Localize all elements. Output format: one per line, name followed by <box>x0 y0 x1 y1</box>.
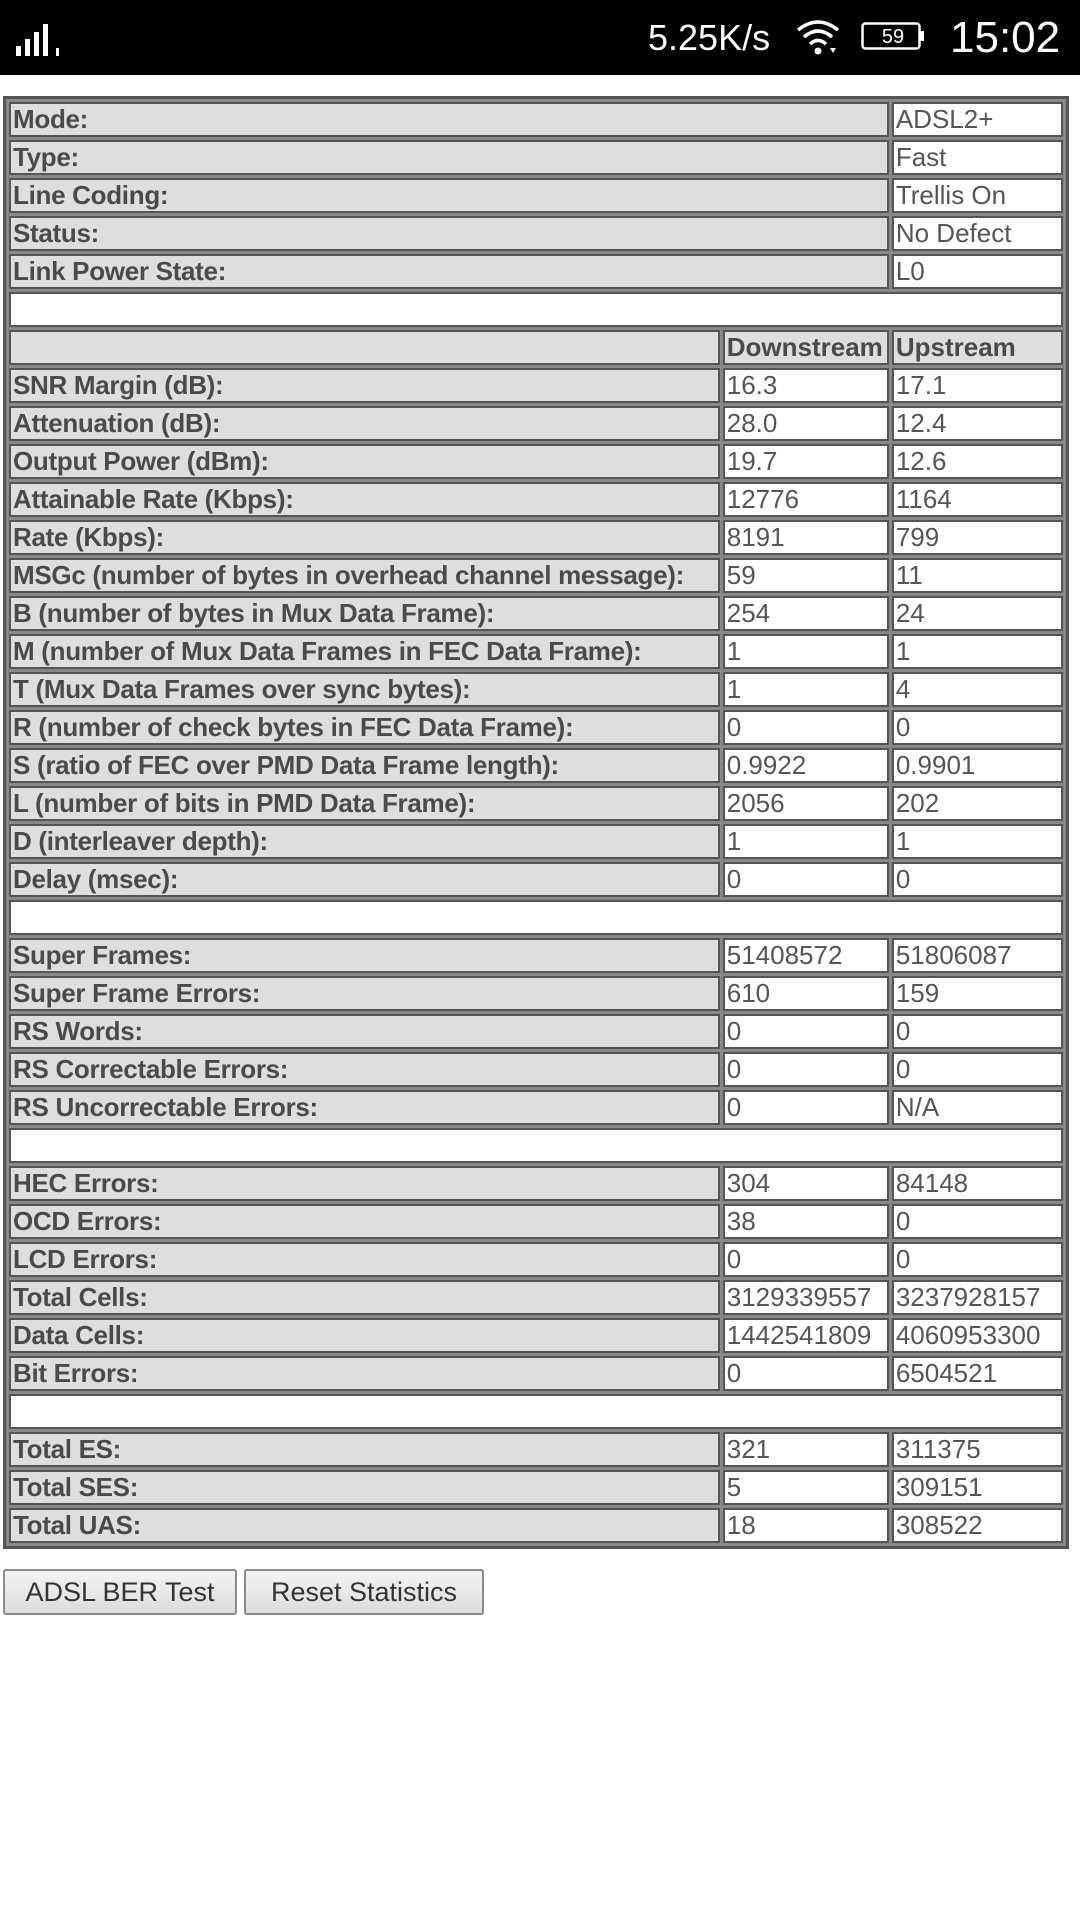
upstream-value: 0 <box>892 1052 1063 1087</box>
table-row <box>9 786 1063 821</box>
downstream-value: 304 <box>723 1166 889 1201</box>
spacer-cell <box>9 1394 1063 1429</box>
downstream-value: 0.9922 <box>723 748 889 783</box>
row-label: RS Words: <box>9 1014 720 1049</box>
upstream-value: 0 <box>892 1242 1063 1277</box>
table-row <box>9 482 1063 517</box>
upstream-value: 51806087 <box>892 938 1063 973</box>
downstream-value: 38 <box>723 1204 889 1239</box>
row-label: SNR Margin (dB): <box>9 368 720 403</box>
table-row <box>9 748 1063 783</box>
upstream-value: 0 <box>892 710 1063 745</box>
downstream-value: 59 <box>723 558 889 593</box>
downstream-value: 19.7 <box>723 444 889 479</box>
row-label: MSGc (number of bytes in overhead channel message): <box>9 558 720 593</box>
row-label: Mode: <box>9 102 889 137</box>
row-label: Type: <box>9 140 889 175</box>
row-label: Total SES: <box>9 1470 720 1505</box>
downstream-value: 2056 <box>723 786 889 821</box>
row-label: Delay (msec): <box>9 862 720 897</box>
table-row <box>9 1280 1063 1315</box>
table-row <box>9 1356 1063 1391</box>
upstream-value: 24 <box>892 596 1063 631</box>
row-label: R (number of check bytes in FEC Data Frame): <box>9 710 720 745</box>
table-row <box>9 1242 1063 1277</box>
row-label: Attenuation (dB): <box>9 406 720 441</box>
row-label: M (number of Mux Data Frames in FEC Data Frame): <box>9 634 720 669</box>
downstream-value: 0 <box>723 1052 889 1087</box>
adsl-statistics-table <box>3 96 1069 1549</box>
upstream-value: 159 <box>892 976 1063 1011</box>
upstream-value: 4 <box>892 672 1063 707</box>
section-spacer-row <box>9 292 1063 327</box>
upstream-value: N/A <box>892 1090 1063 1125</box>
downstream-value: 0 <box>723 710 889 745</box>
row-label: Line Coding: <box>9 178 889 213</box>
upstream-value: 309151 <box>892 1470 1063 1505</box>
table-row <box>9 1052 1063 1087</box>
column-header-downstream: Downstream <box>723 330 889 365</box>
upstream-value: 0 <box>892 1014 1063 1049</box>
column-header-row <box>9 330 1063 365</box>
downstream-value: 8191 <box>723 520 889 555</box>
row-label: S (ratio of FEC over PMD Data Frame length): <box>9 748 720 783</box>
table-row <box>9 1318 1063 1353</box>
section-spacer-row <box>9 900 1063 935</box>
upstream-value: 308522 <box>892 1508 1063 1543</box>
row-label: Total UAS: <box>9 1508 720 1543</box>
section-spacer-row <box>9 1128 1063 1163</box>
table-row <box>9 368 1063 403</box>
table-row <box>9 1014 1063 1049</box>
upstream-value: 202 <box>892 786 1063 821</box>
row-label: LCD Errors: <box>9 1242 720 1277</box>
upstream-value: 1 <box>892 824 1063 859</box>
table-row <box>9 1204 1063 1239</box>
downstream-value: 0 <box>723 862 889 897</box>
upstream-value: 0 <box>892 1204 1063 1239</box>
header-blank-cell <box>9 330 720 365</box>
adsl-ber-test-button[interactable]: ADSL BER Test <box>3 1569 237 1615</box>
signal-icon <box>16 22 64 56</box>
upstream-value: 11 <box>892 558 1063 593</box>
table-row <box>9 102 1063 137</box>
table-row <box>9 1166 1063 1201</box>
downstream-value: 610 <box>723 976 889 1011</box>
downstream-value: 1 <box>723 634 889 669</box>
table-row <box>9 558 1063 593</box>
downstream-value: 51408572 <box>723 938 889 973</box>
downstream-value: 1442541809 <box>723 1318 889 1353</box>
row-label: RS Uncorrectable Errors: <box>9 1090 720 1125</box>
spacer-cell <box>9 292 1063 327</box>
row-label: RS Correctable Errors: <box>9 1052 720 1087</box>
upstream-value: 12.4 <box>892 406 1063 441</box>
reset-statistics-button[interactable]: Reset Statistics <box>244 1569 484 1615</box>
upstream-value: 311375 <box>892 1432 1063 1467</box>
downstream-value: 254 <box>723 596 889 631</box>
battery-level: 59 <box>881 26 905 48</box>
upstream-value: 17.1 <box>892 368 1063 403</box>
table-row <box>9 1432 1063 1467</box>
row-label: B (number of bytes in Mux Data Frame): <box>9 596 720 631</box>
downstream-value: 5 <box>723 1470 889 1505</box>
upstream-value: 4060953300 <box>892 1318 1063 1353</box>
row-label: Super Frames: <box>9 938 720 973</box>
table-row <box>9 444 1063 479</box>
table-row <box>9 1090 1063 1125</box>
section-spacer-row <box>9 1394 1063 1429</box>
row-label: Attainable Rate (Kbps): <box>9 482 720 517</box>
downstream-value: 18 <box>723 1508 889 1543</box>
spacer-cell <box>9 900 1063 935</box>
row-value: ADSL2+ <box>892 102 1063 137</box>
row-value: Fast <box>892 140 1063 175</box>
table-row <box>9 178 1063 213</box>
row-value: No Defect <box>892 216 1063 251</box>
table-row <box>9 672 1063 707</box>
clock: 15:02 <box>950 13 1061 62</box>
row-label: Output Power (dBm): <box>9 444 720 479</box>
table-row <box>9 1508 1063 1543</box>
table-row <box>9 976 1063 1011</box>
table-row <box>9 862 1063 897</box>
status-bar <box>0 0 1080 75</box>
table-row <box>9 824 1063 859</box>
table-row <box>9 710 1063 745</box>
downstream-value: 0 <box>723 1242 889 1277</box>
row-value: Trellis On <box>892 178 1063 213</box>
table-row <box>9 254 1063 289</box>
row-label: HEC Errors: <box>9 1166 720 1201</box>
table-row <box>9 406 1063 441</box>
statistics-body <box>9 102 1063 1543</box>
row-label: Rate (Kbps): <box>9 520 720 555</box>
row-label: T (Mux Data Frames over sync bytes): <box>9 672 720 707</box>
downstream-value: 321 <box>723 1432 889 1467</box>
downstream-value: 0 <box>723 1090 889 1125</box>
downstream-value: 1 <box>723 824 889 859</box>
row-label: Link Power State: <box>9 254 889 289</box>
table-row <box>9 596 1063 631</box>
network-speed: 5.25K/s <box>648 17 771 58</box>
table-row <box>9 938 1063 973</box>
downstream-value: 0 <box>723 1014 889 1049</box>
downstream-value: 1 <box>723 672 889 707</box>
upstream-value: 84148 <box>892 1166 1063 1201</box>
row-label: Total Cells: <box>9 1280 720 1315</box>
downstream-value: 16.3 <box>723 368 889 403</box>
table-row <box>9 216 1063 251</box>
upstream-value: 3237928157 <box>892 1280 1063 1315</box>
row-label: OCD Errors: <box>9 1204 720 1239</box>
column-header-upstream: Upstream <box>892 330 1063 365</box>
table-row <box>9 1470 1063 1505</box>
table-row <box>9 634 1063 669</box>
row-value: L0 <box>892 254 1063 289</box>
downstream-value: 12776 <box>723 482 889 517</box>
row-label: Data Cells: <box>9 1318 720 1353</box>
row-label: Super Frame Errors: <box>9 976 720 1011</box>
upstream-value: 12.6 <box>892 444 1063 479</box>
upstream-value: 1 <box>892 634 1063 669</box>
table-row <box>9 140 1063 175</box>
table-row <box>9 520 1063 555</box>
row-label: Total ES: <box>9 1432 720 1467</box>
downstream-value: 0 <box>723 1356 889 1391</box>
downstream-value: 28.0 <box>723 406 889 441</box>
wifi-icon <box>796 18 840 56</box>
row-label: D (interleaver depth): <box>9 824 720 859</box>
upstream-value: 799 <box>892 520 1063 555</box>
row-label: L (number of bits in PMD Data Frame): <box>9 786 720 821</box>
row-label: Status: <box>9 216 889 251</box>
upstream-value: 1164 <box>892 482 1063 517</box>
upstream-value: 0 <box>892 862 1063 897</box>
row-label: Bit Errors: <box>9 1356 720 1391</box>
upstream-value: 6504521 <box>892 1356 1063 1391</box>
downstream-value: 3129339557 <box>723 1280 889 1315</box>
upstream-value: 0.9901 <box>892 748 1063 783</box>
spacer-cell <box>9 1128 1063 1163</box>
